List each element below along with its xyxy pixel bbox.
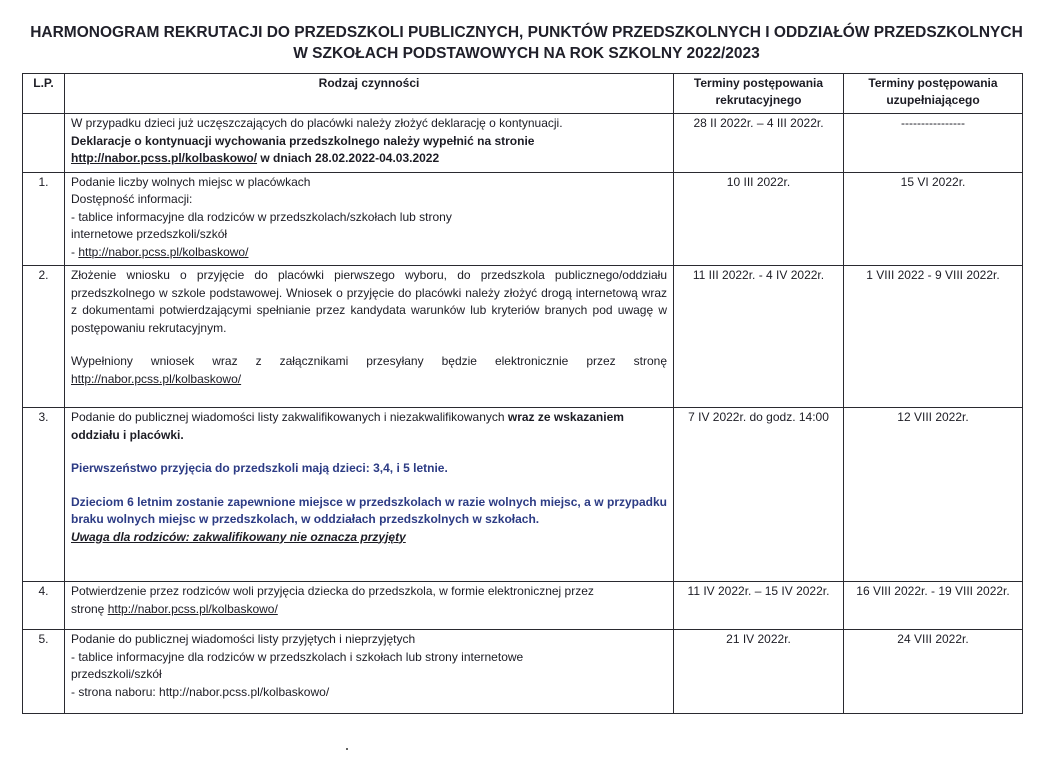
activity-text: W przypadku dzieci już uczęszczających do placówki należy złożyć deklarację o kontynuacji. bbox=[71, 116, 563, 130]
activity-dates: w dniach 28.02.2022-04.03.2022 bbox=[257, 151, 440, 165]
header-activity: Rodzaj czynności bbox=[65, 74, 674, 114]
term-main: 10 III 2022r. bbox=[674, 172, 844, 266]
activity-text: Wypełniony wniosek wraz z załącznikami przesyłany będzie elektronicznie przez stronę bbox=[71, 354, 667, 368]
activity-text: - strona naboru: http://nabor.pcss.pl/kolbaskowo/ bbox=[71, 684, 330, 699]
link-nabor[interactable]: http://nabor.pcss.pl/kolbaskowo/ bbox=[107, 601, 278, 616]
header-row bbox=[23, 74, 1023, 114]
activity-cell bbox=[65, 408, 674, 582]
activity-cell bbox=[65, 630, 674, 714]
term-main: 21 IV 2022r. bbox=[674, 630, 844, 714]
header-term-supp: Terminy postępowania uzupełniającego bbox=[844, 74, 1023, 114]
activity-text: Podanie do publicznej wiadomości listy przyjętych i nieprzyjętych bbox=[71, 632, 416, 646]
term-main: 11 IV 2022r. – 15 IV 2022r. bbox=[674, 582, 844, 630]
row-number: 3. bbox=[23, 408, 65, 582]
activity-text-bold: wraz ze wskazaniem oddziału i placówki. bbox=[71, 410, 624, 442]
term-supp: 12 VIII 2022r. bbox=[844, 408, 1023, 582]
activity-text-bold: Deklaracje o kontynuacji wychowania przedszkolnego należy wypełnić na stronie bbox=[71, 133, 535, 148]
activity-cell bbox=[65, 266, 674, 408]
activity-cell bbox=[65, 172, 674, 266]
activity-text: - bbox=[71, 244, 79, 259]
activity-text: Podanie liczby wolnych miejsc w placówkach bbox=[71, 174, 311, 189]
row-number bbox=[23, 114, 65, 173]
term-supp: 16 VIII 2022r. - 19 VIII 2022r. bbox=[844, 582, 1023, 630]
title-line-1: HARMONOGRAM REKRUTACJI DO PRZEDSZKOLI PUBLICZNYCH, PUNKTÓW PRZEDSZKOLNYCH I ODDZIAŁÓW PRZEDSZKOLNYCH bbox=[30, 24, 1023, 41]
activity-text: - tablice informacyjne dla rodziców w przedszkolach i szkołach lub strony internetowe przedszkoli/szkół bbox=[71, 649, 524, 681]
table-row bbox=[23, 582, 1023, 630]
scan-speck bbox=[346, 748, 348, 750]
link-nabor[interactable]: http://nabor.pcss.pl/kolbaskowo/ bbox=[71, 371, 242, 386]
term-main: 11 III 2022r. - 4 IV 2022r. bbox=[674, 266, 844, 408]
term-supp: 24 VIII 2022r. bbox=[844, 630, 1023, 714]
table-row bbox=[23, 630, 1023, 714]
schedule-table bbox=[22, 73, 1023, 714]
table-row bbox=[23, 114, 1023, 173]
term-supp: ---------------- bbox=[844, 114, 1023, 173]
row-number: 5. bbox=[23, 630, 65, 714]
table-row bbox=[23, 172, 1023, 266]
activity-text: Dostępność informacji: bbox=[71, 192, 193, 206]
activity-text: - tablice informacyjne dla rodziców w przedszkolach/szkołach lub strony internetowe przedszkoli/szkół bbox=[71, 209, 452, 241]
parent-note: Uwaga dla rodziców: zakwalifikowany nie oznacza przyjęty bbox=[71, 529, 406, 544]
page-title bbox=[0, 22, 1053, 64]
term-main: 28 II 2022r. – 4 III 2022r. bbox=[674, 114, 844, 173]
table-row bbox=[23, 408, 1023, 582]
activity-cell bbox=[65, 114, 674, 173]
row-number: 4. bbox=[23, 582, 65, 630]
activity-text: Podanie do publicznej wiadomości listy zakwalifikowanych i niezakwalifikowanych bbox=[71, 410, 508, 424]
six-year-text: Dzieciom 6 letnim zostanie zapewnione miejsce w przedszkolach w razie wolnych miejsc, a w przypadku braku wolnych miejsc w przedszkolach, w oddziałach przedszkolnych w szkołach. bbox=[71, 494, 667, 526]
link-nabor[interactable]: http://nabor.pcss.pl/kolbaskowo/ bbox=[78, 244, 249, 259]
table-row bbox=[23, 266, 1023, 408]
term-supp: 15 VI 2022r. bbox=[844, 172, 1023, 266]
activity-cell bbox=[65, 582, 674, 630]
header-term-main: Terminy postępowania rekrutacyjnego bbox=[674, 74, 844, 114]
term-supp: 1 VIII 2022 - 9 VIII 2022r. bbox=[844, 266, 1023, 408]
row-number: 2. bbox=[23, 266, 65, 408]
term-main: 7 IV 2022r. do godz. 14:00 bbox=[674, 408, 844, 582]
row-number: 1. bbox=[23, 172, 65, 266]
title-line-2: W SZKOŁACH PODSTAWOWYCH NA ROK SZKOLNY 2022/2023 bbox=[293, 45, 760, 62]
activity-text: Potwierdzenie przez rodziców woli przyjęcia dziecka do przedszkola, w formie elektronicznej przez stronę bbox=[71, 584, 594, 616]
header-lp: L.P. bbox=[23, 74, 65, 114]
activity-text: Złożenie wniosku o przyjęcie do placówki pierwszego wyboru, do przedszkola publicznego/oddziału przedszkolnego w szkole podstawowej. Wniosek o przyjęcie do placówki należy złożyć drogą internetową wraz z dokumentami potwierdzającymi spełnianie przez kandydata warunków lub kryteriów branych pod uwagę w postępowaniu rekrutacyjnym. bbox=[71, 268, 667, 335]
link-nabor[interactable]: http://nabor.pcss.pl/kolbaskowo/ bbox=[71, 151, 258, 165]
priority-text: Pierwszeństwo przyjęcia do przedszkoli mają dzieci: 3,4, i 5 letnie. bbox=[71, 461, 448, 475]
